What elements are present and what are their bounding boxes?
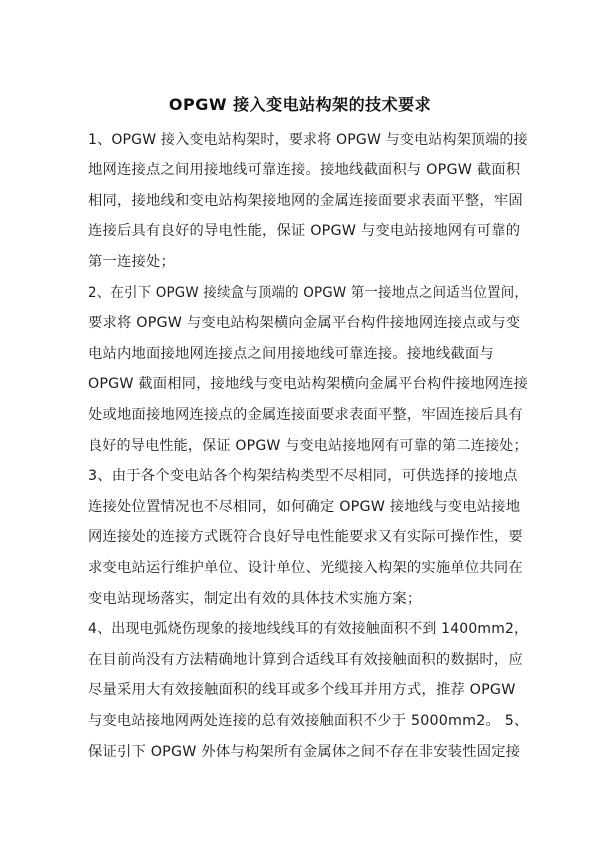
paragraph-line: 求变电站运行维护单位、设计单位、光缆接入构架的实施单位共同在: [88, 560, 523, 576]
paragraph-line: 良好的导电性能，保证 OPGW 与变电站接地网有可靠的第二连接处；: [88, 438, 528, 454]
paragraph-line: 要求将 OPGW 与变电站构架横向金属平台构件接地网连接点或与变: [88, 315, 521, 331]
paragraph-line: 电站内地面接地网连接点之间用接地线可靠连接。接地线截面与: [88, 346, 494, 362]
paragraph-line: 连接处位置情况也不尽相同，如何确定 OPGW 接地线与变电站接地: [88, 499, 521, 515]
paragraph-line: 4、出现电弧烧伤现象的接地线线耳的有效接触面积不到 1400mm2，: [88, 621, 529, 637]
paragraph-line: 处或地面接地网连接点的金属连接面要求表面平整，牢固连接后具有: [88, 407, 523, 423]
document-title: OPGW 接入变电站构架的技术要求: [168, 95, 432, 114]
paragraph-line: 地网连接点之间用接地线可靠连接。接地线截面积与 OPGW 截面积: [88, 162, 521, 178]
paragraph-line: 尽量采用大有效接触面积的线耳或多个线耳并用方式，推荐 OPGW: [88, 682, 516, 698]
paragraph-line: OPGW 截面相同，接地线与变电站构架横向金属平台构件接地网连接: [88, 376, 529, 392]
paragraph-line: 变电站现场落实，制定出有效的具体技术实施方案；: [88, 591, 422, 607]
paragraph-line: 保证引下 OPGW 外体与构架所有金属体之间不存在非安装性固定接: [88, 744, 521, 760]
paragraph-line: 相同，接地线和变电站构架接地网的金属连接面要求表面平整，牢固: [88, 193, 523, 209]
paragraph-line: 在目前尚没有方法精确地计算到合适线耳有效接触面积的数据时，应: [88, 652, 523, 668]
paragraph-line: 3、由于各个变电站各个构架结构类型不尽相同，可供选择的接地点: [88, 468, 518, 484]
paragraph-line: 与变电站接地网两处连接的总有效接触面积不少于 5000mm2。 5、: [88, 713, 529, 729]
paragraph-line: 1、OPGW 接入变电站构架时，要求将 OPGW 与变电站构架顶端的接: [88, 132, 528, 148]
paragraph-line: 网连接处的连接方式既符合良好导电性能要求又有实际可操作性，要: [88, 529, 523, 545]
paragraph-line: 2、在引下 OPGW 接续盒与顶端的 OPGW 第一接地点之间适当位置间，: [88, 285, 528, 301]
paragraph-line: 第一连接处；: [88, 254, 175, 270]
paragraph-line: 连接后具有良好的导电性能，保证 OPGW 与变电站接地网有可靠的: [88, 223, 521, 239]
